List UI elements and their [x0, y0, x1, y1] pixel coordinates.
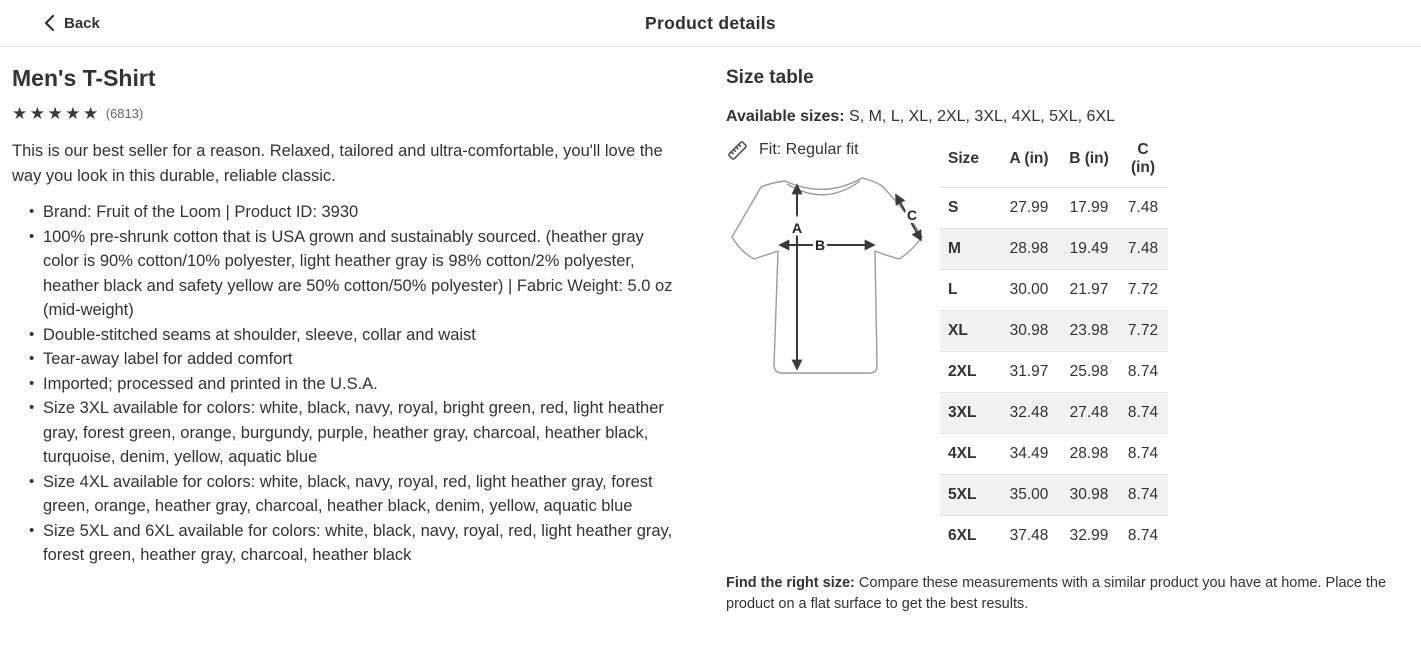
size-cell: S — [948, 199, 959, 216]
size-table-panel — [726, 65, 1390, 629]
size-table-row — [940, 352, 1168, 393]
feature-item: • Size 4XL available for colors: white, black, navy, royal, red, light heather gray, forest green, orange, heather gray, charcoal, heather black, denim, yellow, aquatic blue — [43, 470, 684, 519]
size-note-text: Compare these measurements with a similar product you have at home. Place the product on a flat surface to get the best results. — [726, 574, 1387, 612]
size-note-label: Find the right size: — [726, 574, 855, 591]
measurement-cell-a: 35.00 — [1009, 486, 1049, 503]
measurement-cell-c: 8.74 — [1127, 363, 1159, 380]
size-table-row — [940, 434, 1168, 475]
diagram-label-c: C — [906, 207, 918, 223]
back-label: Back — [64, 14, 100, 32]
size-cell: 5XL — [948, 486, 977, 503]
measurement-cell-c: 7.72 — [1127, 322, 1159, 339]
ruler-icon — [726, 139, 749, 162]
star-rating — [12, 105, 101, 122]
size-content-row — [726, 139, 1390, 557]
star-icon: ★ — [29, 104, 48, 123]
col-header-c: C (in) — [1130, 141, 1156, 176]
measurement-cell-b: 27.48 — [1069, 404, 1109, 421]
size-table-row — [940, 516, 1168, 557]
size-table-row — [940, 393, 1168, 434]
measurement-cell-a: 30.00 — [1009, 281, 1049, 298]
page-title: Product details — [645, 13, 776, 33]
measurement-cell-b: 32.99 — [1069, 527, 1109, 545]
diagram-label-b: B — [814, 237, 826, 253]
size-cell: XL — [948, 322, 968, 339]
feature-item: • Imported; processed and printed in the U.S.A. — [43, 372, 684, 397]
feature-item: • Double-stitched seams at shoulder, sleeve, collar and waist — [43, 323, 684, 348]
size-cell: L — [948, 281, 958, 298]
tshirt-diagram — [730, 171, 926, 383]
measurement-cell-b: 21.97 — [1069, 281, 1109, 298]
measurement-cell-c: 8.74 — [1127, 404, 1159, 421]
feature-item: • Size 5XL and 6XL available for colors: white, black, navy, royal, red, light heather gray, forest green, heather gray, charcoal, heather black — [43, 519, 684, 568]
measurement-cell-b: 28.98 — [1069, 445, 1109, 462]
available-sizes-value: S, M, L, XL, 2XL, 3XL, 4XL, 5XL, 6XL — [849, 108, 1115, 125]
feature-item: • Tear-away label for added comfort — [43, 347, 684, 372]
measurement-cell-b: 30.98 — [1069, 486, 1109, 503]
diagram-label-a: A — [791, 220, 803, 236]
measurement-cell-a: 32.48 — [1009, 404, 1049, 421]
col-header-b: B (in) — [1069, 150, 1109, 167]
size-table-title: Size table — [726, 67, 814, 88]
feature-list — [12, 200, 684, 568]
measurement-cell-a: 28.98 — [1009, 240, 1049, 257]
star-icon: ★ — [47, 104, 66, 123]
size-cell: 3XL — [948, 404, 977, 421]
size-table-row — [940, 188, 1168, 229]
size-cell: M — [948, 240, 961, 257]
measurement-cell-a: 34.49 — [1009, 445, 1049, 462]
size-table-row — [940, 311, 1168, 352]
measurement-cell-b: 17.99 — [1069, 199, 1109, 216]
size-table-head — [940, 139, 1168, 188]
measurement-cell-c: 8.74 — [1127, 527, 1159, 545]
product-title: Men's T-Shirt — [12, 65, 156, 91]
star-icon: ★ — [83, 104, 101, 123]
size-table-row — [940, 475, 1168, 516]
size-cell: 4XL — [948, 445, 977, 462]
available-sizes-label: Available sizes: — [726, 108, 845, 125]
measurement-cell-a: 31.97 — [1009, 363, 1049, 380]
measurement-cell-b: 25.98 — [1069, 363, 1109, 380]
measurement-diagram — [726, 139, 940, 383]
feature-item: • Brand: Fruit of the Loom | Product ID: 3930 — [43, 200, 684, 225]
measurement-cell-c: 7.48 — [1127, 240, 1159, 257]
rating-row — [12, 105, 684, 122]
star-icon: ★ — [12, 104, 30, 123]
measurement-cell-b: 19.49 — [1069, 240, 1109, 257]
feature-item: • 100% pre-shrunk cotton that is USA grown and sustainably sourced. (heather gray color is 90% cotton/10% polyester, light heather gray is 98% cotton/2% polyester, heather black and safety yellow are 50% cotton/50% polyester) | Fabric Weight: 5.0 oz (mid-weight) — [43, 225, 684, 323]
top-bar — [0, 0, 1421, 47]
measurement-cell-a: 27.99 — [1009, 199, 1049, 216]
star-icon: ★ — [65, 104, 83, 123]
measurement-cell-a: 37.48 — [1009, 527, 1049, 545]
size-table-row — [940, 270, 1168, 311]
size-table-body — [940, 188, 1168, 557]
content — [0, 47, 1421, 629]
fit-label: Fit: Regular fit — [759, 141, 859, 158]
col-header-size: Size — [948, 150, 980, 167]
measurement-cell-c: 8.74 — [1127, 445, 1159, 462]
chevron-left-icon — [44, 14, 55, 32]
col-header-a: A (in) — [1009, 150, 1049, 167]
product-description: This is our best seller for a reason. Relaxed, tailored and ultra-comfortable, you'll love the way you look in this durable, reliable classic. — [12, 142, 663, 185]
measurement-cell-c: 7.72 — [1127, 281, 1159, 298]
measurement-cell-c: 8.74 — [1127, 486, 1159, 503]
product-details-panel — [12, 65, 684, 629]
back-button[interactable] — [44, 0, 100, 46]
measurement-cell-a: 30.98 — [1009, 322, 1049, 339]
measurement-cell-b: 23.98 — [1069, 322, 1109, 339]
size-cell: 2XL — [948, 363, 977, 380]
size-cell: 6XL — [948, 527, 977, 545]
size-table-row — [940, 229, 1168, 270]
feature-item: • Size 3XL available for colors: white, black, navy, royal, bright green, red, light heather gray, forest green, orange, burgundy, purple, heather gray, charcoal, heather black, turquoise, denim, yellow, aquatic blue — [43, 396, 684, 470]
available-sizes — [726, 108, 1390, 126]
size-table — [940, 139, 1168, 557]
size-note — [726, 573, 1390, 615]
rating-count: (6813) — [105, 106, 144, 121]
measurement-cell-c: 7.48 — [1127, 199, 1159, 216]
fit-line — [726, 139, 940, 161]
